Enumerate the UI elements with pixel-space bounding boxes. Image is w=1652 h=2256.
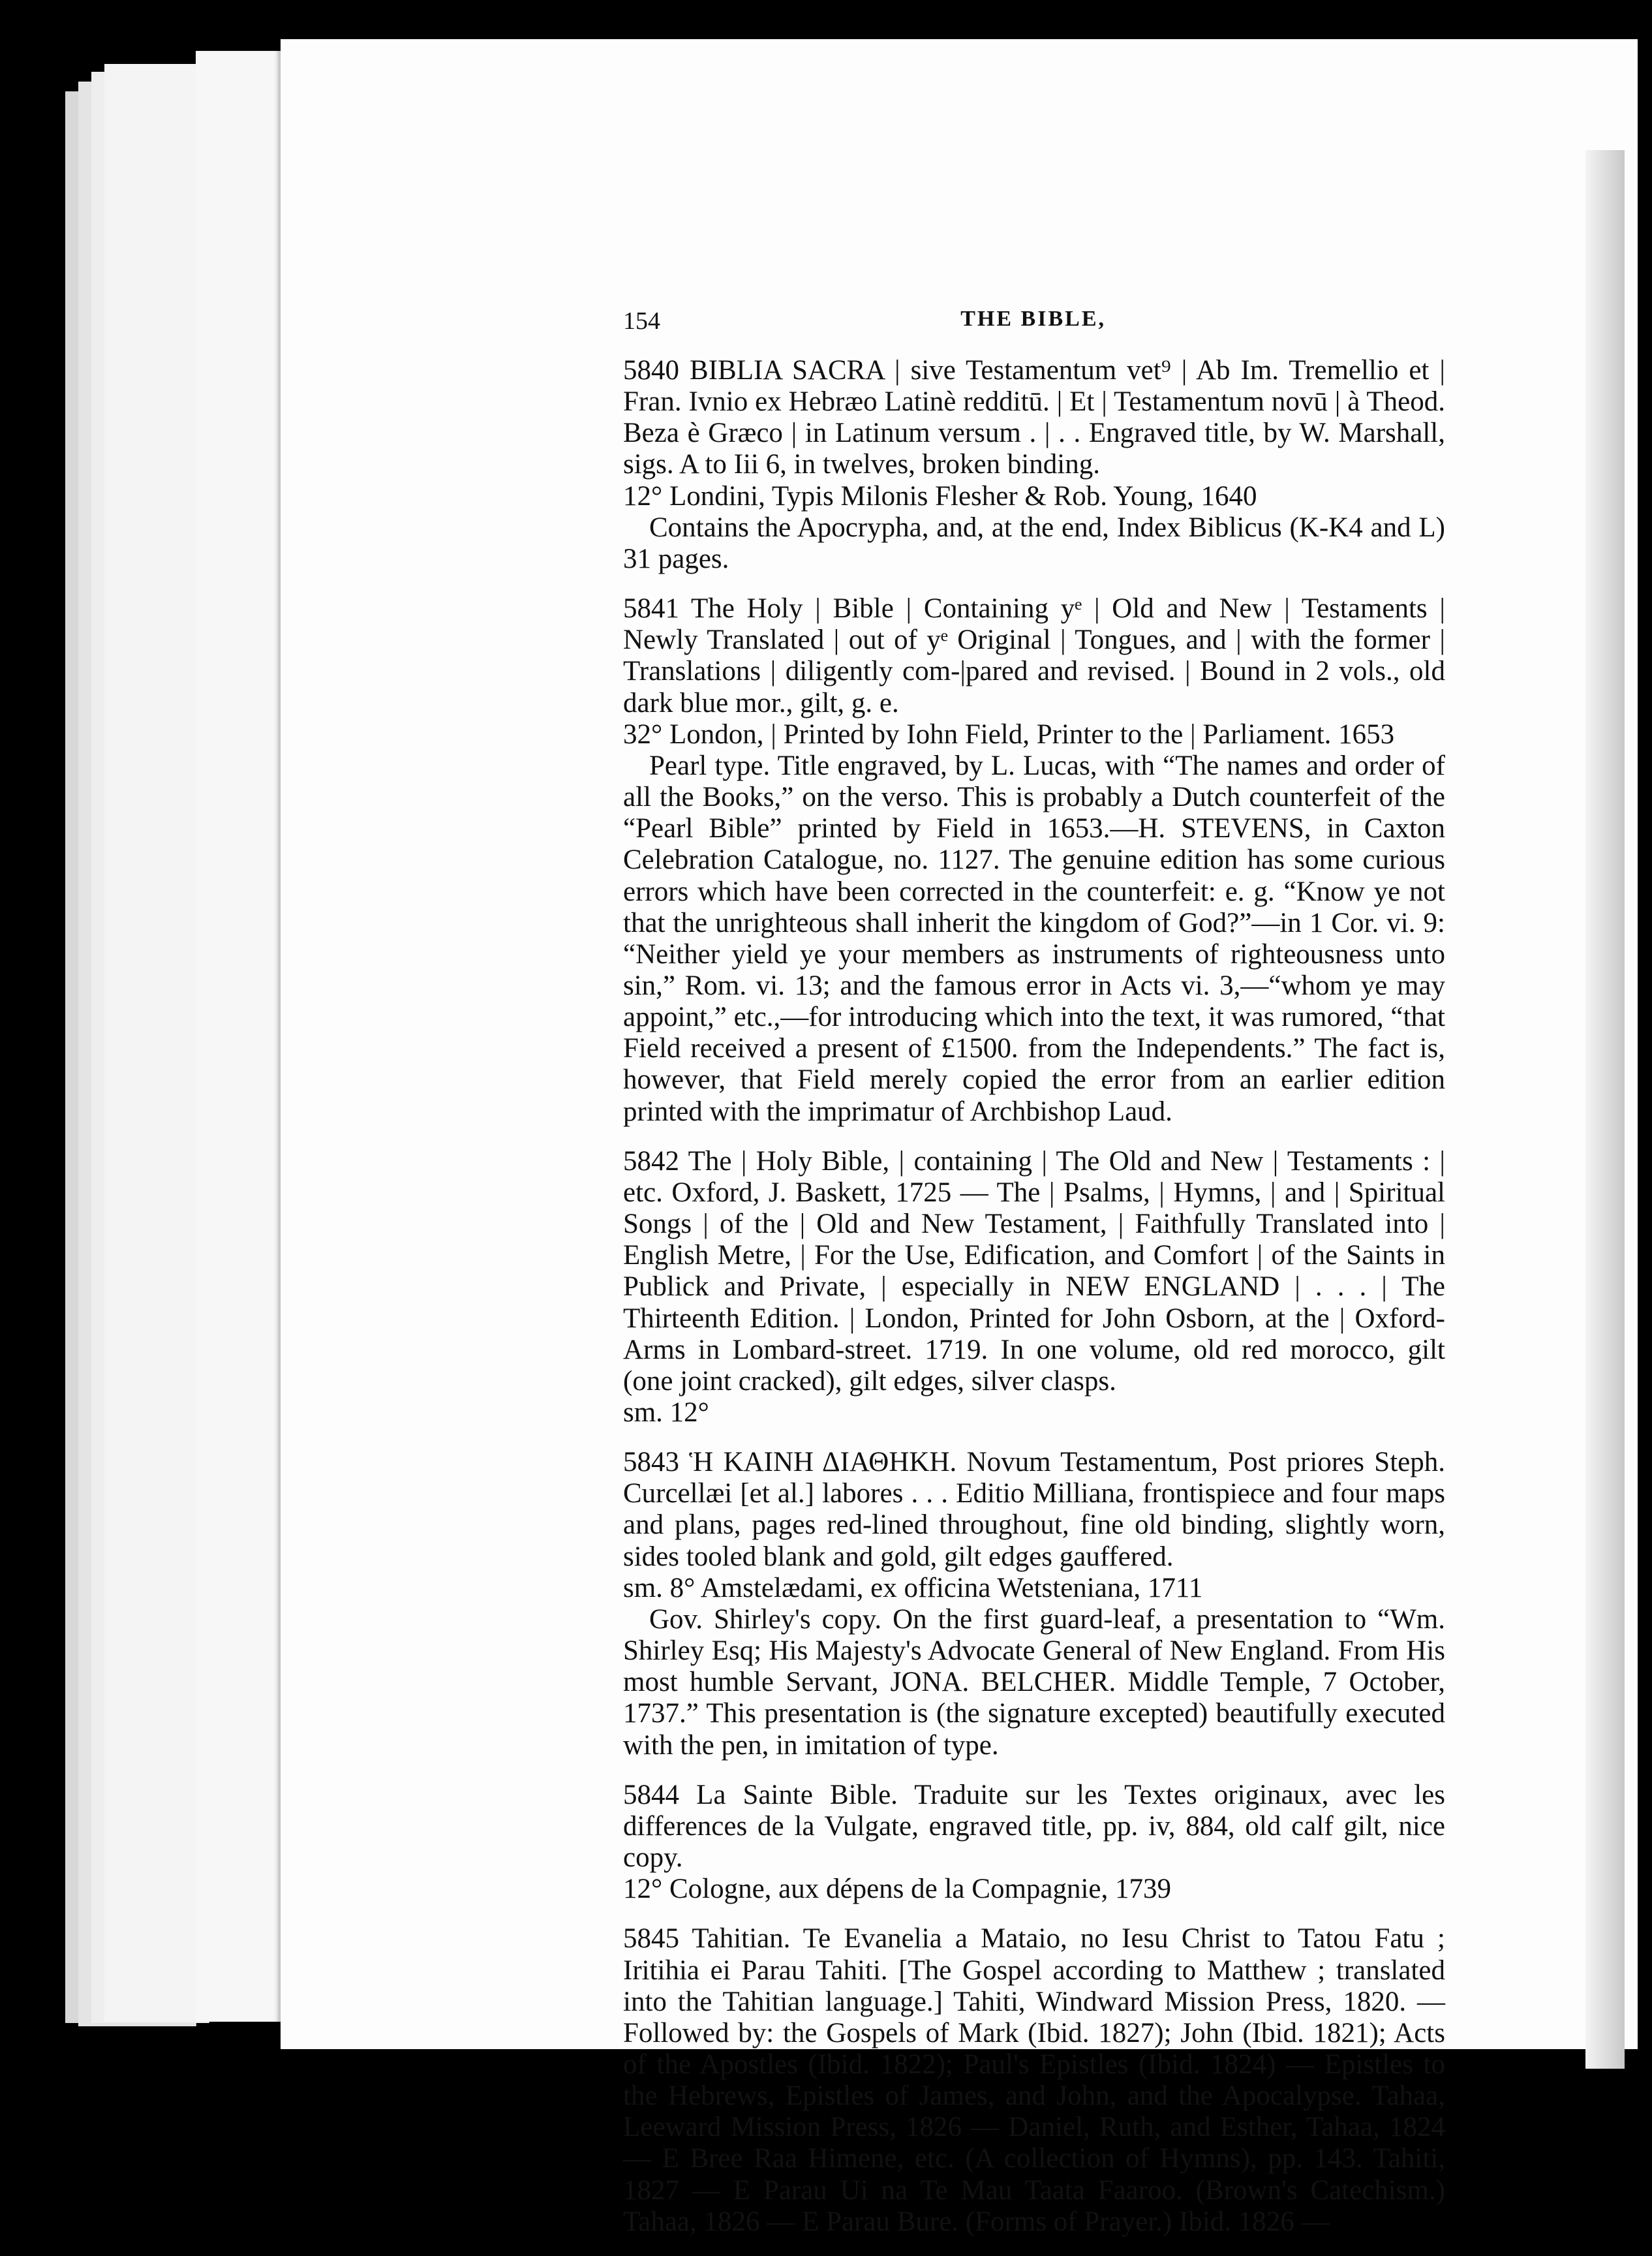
catalogue-entry: [623, 593, 1445, 1128]
page-header: [623, 307, 1445, 335]
entry-imprint: 12° Londini, Typis Milonis Flesher & Rob. Young, 1640: [623, 480, 1257, 512]
entry-text: 5841 The Holy | Bible | Containing yᵉ | Old and New | Testaments | Newly Translated | out of yᵉ Original | Tongues, and | with the former | Translations | diligently com-|pared and revised. | Bound in 2 vols., old dark blue mor., gilt, g. e.: [623, 593, 1445, 719]
entry-note: Pearl type. Title engraved, by L. Lucas, with “The names and order of all the Books,” on the verso. This is probably a Dutch counterfeit of the “Pearl Bible” printed by Field in 1653.—H. STEVENS, in Caxton Celebration Catalogue, no. 1127. The genuine edition has some curious errors which have been corrected in the counterfeit: e. g. “Know ye not that the unrighteous shall inherit the kingdom of God?”—in 1 Cor. vi. 9: “Neither yield ye your members as instruments of righteousness unto sin,” Rom. vi. 13; and the famous error in Acts vi. 3,—“whom ye may appoint,” etc.,—for introducing which into the text, it was rumored, “that Field received a present of £1500. from the Independents.” The fact is, however, that Field merely copied the error from an earlier edition printed with the imprimatur of Archbishop Laud.: [623, 750, 1445, 1127]
page-text-block: [623, 307, 1445, 2256]
entry-text: 5842 The | Holy Bible, | containing | The Old and New | Testaments : | etc. Oxford, J. Baskett, 1725 — The | Psalms, | Hymns, | and | Spiritual Songs | of the | Old and New Testament, | Faithfully Translated into | English Metre, | For the Use, Edification, and Comfort | of the Saints in Publick and Private, | especially in NEW ENGLAND | . . . | The Thirteenth Edition. | London, Printed for John Osborn, at the | Oxford-Arms in Lombard-street. 1719. In one volume, old red morocco, gilt (one joint cracked), gilt edges, silver clasps.: [623, 1145, 1445, 1397]
entry-imprint: sm. 8° Amstelædami, ex officina Wetsteniana, 1711: [623, 1572, 1203, 1603]
page-gutter-shadow: [1585, 150, 1625, 2069]
entry-text: 5844 La Sainte Bible. Traduite sur les Textes originaux, avec les differences de la Vulgate, engraved title, pp. iv, 884, old calf gilt, nice copy.: [623, 1779, 1445, 1874]
entry-text: 5840 BIBLIA SACRA | sive Testamentum vet⁹ | Ab Im. Tremellio et | Fran. Ivnio ex Hebræo Latinè redditū. | Et | Testamentum novū | à Theod. Beza è Græco | in Latinum versum . | . . Engraved title, by W. Marshall, sigs. A to Iii 6, in twelves, broken binding.: [623, 355, 1445, 480]
running-title: THE BIBLE,: [960, 307, 1106, 331]
page-number: 154: [623, 307, 660, 335]
entry-note: Contains the Apocrypha, and, at the end, Index Biblicus (K-K4 and L) 31 pages.: [623, 512, 1445, 574]
entry-note: Gov. Shirley's copy. On the first guard-leaf, a presentation to “Wm. Shirley Esq; His Majesty's Advocate General of New England. From His most humble Servant, JONA. BELCHER. Middle Temple, 7 October, 1737.” This presentation is (the signature excepted) beautifully executed with the pen, in imitation of type.: [623, 1603, 1445, 1761]
catalogue-entry: [623, 1780, 1445, 1906]
entry-imprint: 12° Cologne, aux dépens de la Compagnie, 1739: [623, 1874, 1172, 1905]
entry-text: 5843 Ἡ ΚΑΙΝΗ ΔΙΑΘΗΚΗ. Novum Testamentum, Post priores Steph. Curcellæi [et al.] labores . . . Editio Milliana, frontispiece and four maps and plans, pages red-lined throughout, fine old binding, slightly worn, sides tooled blank and gold, gilt edges gauffered.: [623, 1447, 1445, 1572]
catalogue-entry: [623, 355, 1445, 575]
entry-imprint: 32° London, | Printed by Iohn Field, Printer to the | Parliament. 1653: [623, 719, 1395, 750]
entry-imprint: sm. 12°: [623, 1397, 709, 1428]
catalogue-entry: [623, 1923, 1445, 2238]
entry-text: 5845 Tahitian. Te Evanelia a Mataio, no Iesu Christ to Tatou Fatu ; Iritihia ei Parau Tahiti. [The Gospel according to Matthew ; translated into the Tahitian language.] Tahiti, Windward Mission Press, 1820. — Followed by: the Gospels of Mark (Ibid. 1827); John (Ibid. 1821); Acts of the Apostles (Ibid. 1822); Paul's Epistles (Ibid. 1824) — Epistles to the Hebrews, Epistles of James, and John, and the Apocalypse. Tahaa, Leeward Mission Press, 1826 — Daniel, Ruth, and Esther, Tahaa, 1824 — E Bree Raa Himene, etc. (A collection of Hymns), pp. 143. Tahiti, 1827 — E Parau Ui na Te Mau Taata Faaroo. (Brown's Catechism.) Tahaa, 1826 — E Parau Bure. (Forms of Prayer.) Ibid. 1826 —: [623, 1923, 1445, 2237]
catalogue-entry: [623, 1447, 1445, 1761]
catalogue-entry: [623, 1146, 1445, 1429]
